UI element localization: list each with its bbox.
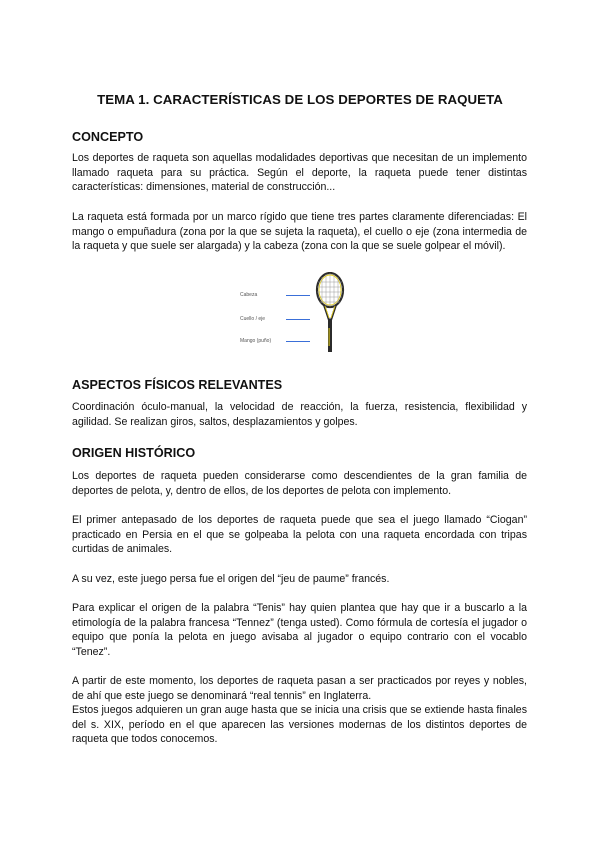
- tennis-racket-icon: [314, 272, 346, 354]
- paragraph-origen-1: Los deportes de raqueta pueden considerarse como descendientes de la gran familia de deportes de pelota, y, dentro de ellos, de los deportes de pelota con implemento.: [72, 470, 527, 497]
- racket-figure: [240, 272, 360, 354]
- pointer-line-neck: [286, 319, 310, 320]
- paragraph-origen-4: Para explicar el origen de la palabra “Tenis” hay quien plantea que hay que ir a buscarlo a la etimología de la palabra francesa “Tennez” (tenga usted). Como fórmula de cortesía el jugador o equipo que ponía la pelota en juego avisaba al jugador o equipo contrario con el vocablo “Tenez”.: [72, 602, 527, 658]
- heading-origen: ORIGEN HISTÓRICO: [72, 446, 196, 460]
- paragraph-origen-6: Estos juegos adquieren un gran auge hasta que se inicia una crisis que se extiende hasta finales del s. XIX, período en el que aparecen las versiones modernas de los distintos deportes de raqueta que todos conocemos.: [72, 704, 527, 745]
- paragraph-concepto-2: La raqueta está formada por un marco rígido que tiene tres partes claramente diferenciadas: El mango o empuñadura (zona por la que se sujeta la raqueta), el cuello o eje (zona intermedia de la raqueta y que suele ser alargada) y la cabeza (zona con la que se suele golpear el móvil).: [72, 211, 527, 252]
- pointer-line-head: [286, 295, 310, 296]
- paragraph-origen-2: El primer antepasado de los deportes de raqueta puede que sea el juego llamado “Ciogan” practicado en Persia en el que se golpeaba la pelota con una raqueta encordada con tripas curtidas de animales.: [72, 514, 527, 555]
- paragraph-origen-3: A su vez, este juego persa fue el origen del “jeu de paume” francés.: [72, 573, 390, 585]
- document-title: TEMA 1. CARACTERÍSTICAS DE LOS DEPORTES DE RAQUETA: [97, 92, 503, 107]
- pointer-line-handle: [286, 341, 310, 342]
- figure-label-head: Cabeza: [240, 292, 258, 298]
- paragraph-origen-5: A partir de este momento, los deportes de raqueta pasan a ser practicados por reyes y nobles, de ahí que este juego se denominará “real tennis” en Inglaterra.: [72, 675, 527, 702]
- paragraph-concepto-1: Los deportes de raqueta son aquellas modalidades deportivas que necesitan de un implemento llamado raqueta para su práctica. Según el deporte, la raqueta puede tener distintas características: dimensiones, material de construcción...: [72, 152, 527, 193]
- paragraph-aspectos-1: Coordinación óculo-manual, la velocidad de reacción, la fuerza, resistencia, flexibilidad y agilidad. Se realizan giros, saltos, desplazamientos y golpes.: [72, 401, 527, 428]
- figure-label-neck: Cuello / eje: [240, 316, 266, 322]
- heading-aspectos: ASPECTOS FÍSICOS RELEVANTES: [72, 378, 283, 392]
- heading-concepto: CONCEPTO: [72, 130, 144, 144]
- figure-label-handle: Mango (puño): [240, 338, 272, 344]
